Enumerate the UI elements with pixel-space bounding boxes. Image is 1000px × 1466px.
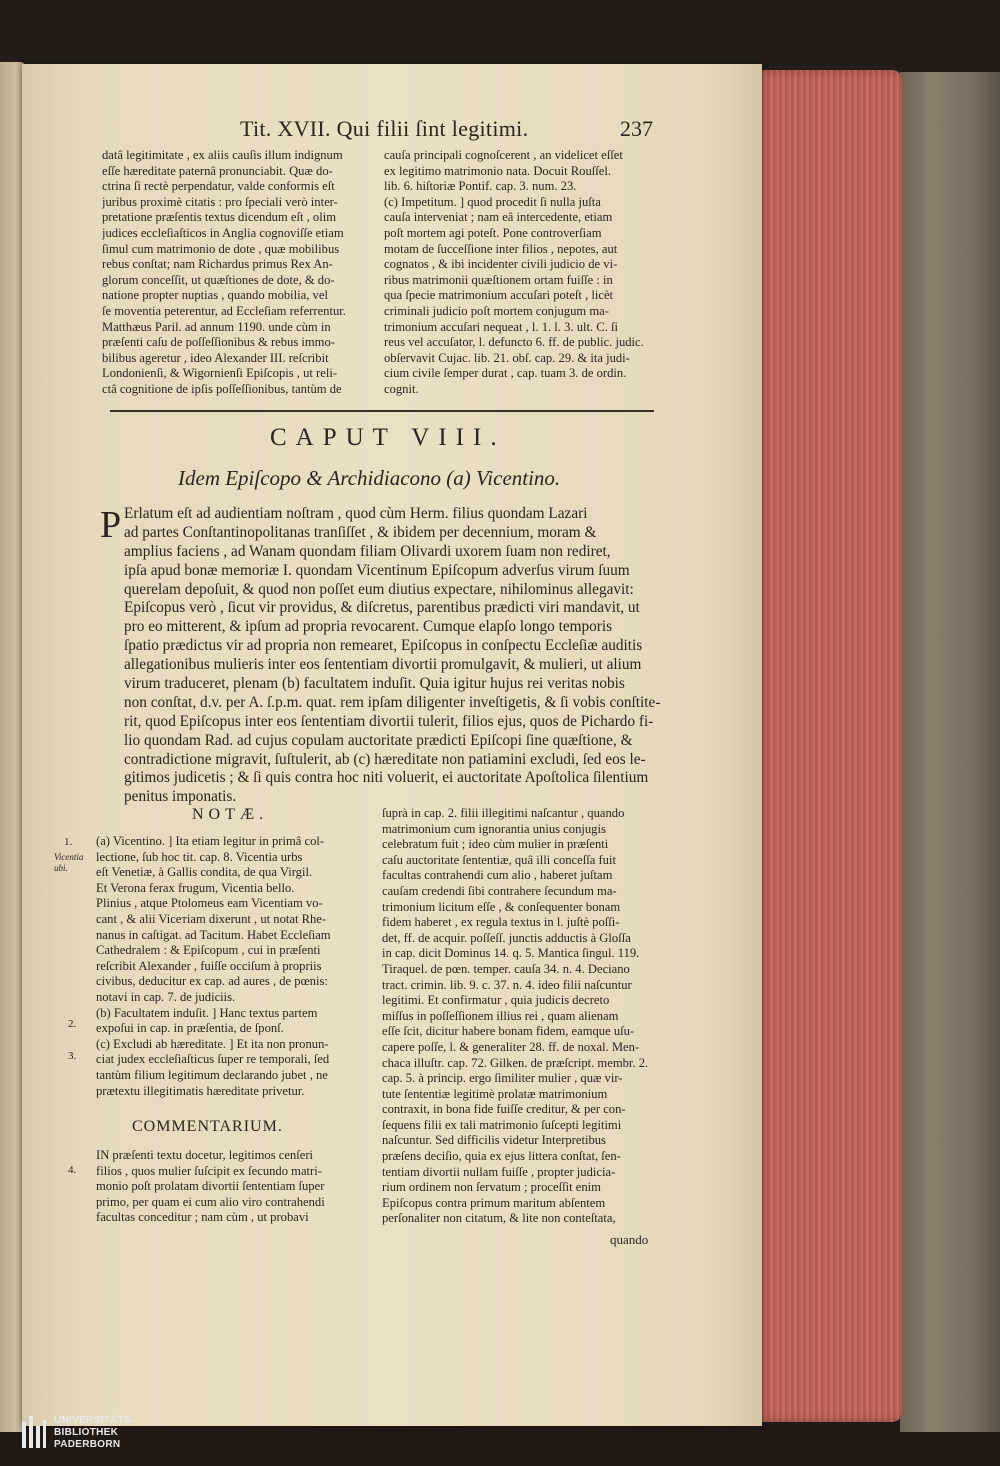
text-line: lio quondam Rad. ad cujus copulam auctoritate prædicti Epiſcopi ſine quæſtione, &	[124, 731, 633, 749]
text-line: judices eccleſiaſticos in Anglia cognoviſſe etiam	[102, 225, 344, 240]
commentarium-column	[96, 1148, 368, 1226]
text-line: reſcribit Alexander , fuiſſe occiſum à propriis	[96, 958, 322, 973]
text-line: naſcuntur. Sed difficilis videtur Interpretibus	[382, 1133, 606, 1148]
top-right-column	[384, 148, 654, 398]
text-line: tute ſententiæ legitimè prolatæ matrimonium	[382, 1086, 608, 1101]
text-line: (c) Excludi ab hæreditate. ] Et ita non pronun-	[96, 1036, 329, 1051]
margin-note-3: 3.	[68, 1050, 77, 1062]
text-line: expoſui in cap. in præſentia, de ſponſ.	[96, 1021, 284, 1036]
text-line: penitus imponatis.	[124, 788, 237, 806]
text-line: lib. 6. hiſtoriæ Pontif. cap. 3. num. 23.	[384, 179, 577, 194]
text-line: cognatos , & ibi incidenter civili judicio de vi-	[384, 257, 618, 272]
text-line: allegationibus mulieris inter eos ſententiam divortii promulgavit, & mulieri, ut alium	[124, 656, 642, 674]
text-line: ex legitimo matrimonio nata. Docuit Rouſſel.	[384, 163, 611, 178]
page-number: 237	[620, 116, 653, 141]
library-name-line-2: BIBLIOTHEK	[54, 1427, 119, 1438]
text-line: prætextu illegitimatis hæreditate privetur.	[96, 1083, 305, 1098]
main-text-body	[124, 505, 674, 807]
text-line: qua ſpecie matrimonium accuſari poteſt , licèt	[384, 288, 614, 303]
section-rule	[110, 410, 654, 412]
running-header	[240, 116, 660, 144]
text-line: civibus, deducitur ex cap. ad aures , de pœnis:	[96, 974, 328, 989]
text-line: (b) Facultatem induſit. ] Hanc textus partem	[96, 1005, 318, 1020]
text-line: cauſa principali cognoſcerent , an videlicet eſſet	[384, 148, 623, 162]
text-line: rit, quod Epiſcopus inter eos ſententiam divortii tulerit, filios ejus, quos de Pichardo fi-	[124, 712, 654, 730]
chapter-title: CAPUT VIII.	[270, 424, 506, 451]
text-line: ſe moventia peterentur, ad Eccleſiam referrentur.	[102, 303, 346, 318]
text-line: celebratum fuit ; ideo cùm mulier in præſenti	[382, 837, 609, 852]
text-line: præſens deciſio, quia ex ejus littera conſtat, ſen-	[382, 1149, 621, 1164]
text-line: Plinius , atque Ptolomeus eam Vicentiam vo-	[96, 896, 323, 911]
text-line: ſpatio prædictus vir ad propria non remearet, Epiſcopus in conſpectu Eccleſiæ auditis	[124, 637, 643, 655]
text-line: contradictione migravit, ſuſtulerit, ab (c) hæreditate non patiamini excludi, ſed eos le-	[124, 750, 646, 768]
text-line: cium civile ſemper durat , cap. tuam 3. de ordin.	[384, 366, 627, 381]
text-line: legitimi. Et confirmatur , quia judicis decreto	[382, 993, 610, 1008]
top-left-column	[102, 148, 372, 398]
text-line: criminali judicio poſt mortem conjugum ma-	[384, 303, 609, 318]
text-line: eſt Venetiæ, à Gallis condita, de qua Virgil.	[96, 865, 313, 880]
text-line: gitimos judicetis ; & ſi quis contra hoc niti voluerit, ei auctoritate Apoſtolica ſilentium	[124, 769, 649, 787]
text-line: ipſa apud bonæ memoriæ I. quondam Vicentinum Epiſcopum adverſus virum ſuum	[124, 561, 630, 579]
text-line: monio poſt prolatam divortii ſententiam ſuper	[96, 1179, 325, 1194]
library-logo-text	[54, 1415, 135, 1451]
library-logo	[22, 1414, 135, 1454]
catchword: quando	[610, 1232, 649, 1247]
text-line: tentiam divortii nullam fuiſſe , propter judicia-	[382, 1164, 616, 1179]
text-line: Epiſcopus verò , ſicut vir providus, & diſcretus, parentibus prædicti viri mandavit, ut	[124, 599, 640, 617]
commentarium-heading: COMMENTARIUM.	[132, 1118, 283, 1135]
library-name-line-3: PADERBORN	[54, 1439, 121, 1450]
text-line: rium ordinem non ſervatum ; proceſſit enim	[382, 1180, 601, 1195]
text-line: IN præſenti textu docetur, legitimos cenſeri	[96, 1148, 314, 1162]
text-line: perſonaliter non citatum, & lite non conteſtata,	[382, 1211, 616, 1226]
text-line: cant , & alii Viceтiam dixerunt , ut notat Rhe-	[96, 911, 327, 926]
text-line: cauſam credendi ſibi contrahere ſecundum ma-	[382, 883, 617, 898]
text-line: tantùm filium legitimum declarando jubet , ne	[96, 1067, 328, 1082]
text-line: primo, per quam ei cum alio viro contrahendi	[96, 1194, 325, 1209]
margin-note-1-text: Vicentia ubi.	[54, 852, 84, 873]
text-line: natione propter nuptias , quando mobilia, vel	[102, 288, 328, 303]
text-line: Epiſcopus contra primum maritum abſentem	[382, 1195, 606, 1210]
text-line: ribus matrimonii quæſtionem ortam fuiſſe : in	[384, 272, 613, 287]
text-line: amplius faciens , ad Wanam quondam filiam Olivardi uxorem ſuam non rediret,	[124, 542, 611, 560]
text-line: eſſe hæreditate paternâ pronunciabit. Quæ do-	[102, 163, 333, 178]
text-line: Cathedralem : & Epiſcopum , cui in præſenti	[96, 943, 321, 958]
right-lower-column	[382, 806, 654, 1227]
text-line: trimonium accuſari nequeat , l. 1. l. 3. ult. C. ſi	[384, 319, 618, 334]
text-line: miſſus in poſſeſſionem illius rei , quam alienam	[382, 1008, 619, 1023]
running-title: Tit. XVII. Qui filii ſint legitimi.	[240, 116, 529, 141]
notae-heading: NOTÆ.	[192, 806, 269, 823]
text-line: pretatione præſentis textus dicendum eſt , olim	[102, 210, 336, 225]
text-line: præſenti caſu de poſſeſſionibus & rebus immo-	[102, 335, 335, 350]
drop-capital: P	[100, 504, 122, 546]
cover-stamp-mark	[914, 590, 994, 790]
text-line: juribus proximè citatis : pro ſpeciali verò inter-	[102, 194, 338, 209]
text-line: ſimul cum matrimonio de dote , quæ mobilibus	[102, 241, 340, 256]
text-line: cap. 5. à princip. ergo ſimiliter mulier , quæ vir-	[382, 1071, 623, 1086]
text-line: non conſtat, d.v. per A. ſ.p.m. quat. rem ipſam diligenter inveſtigetis, & ſi vobis conſtite-	[124, 693, 661, 711]
text-line: Londonienſi, & Wigornienſi Epiſcopis , ut reli-	[102, 366, 338, 381]
text-line: ad partes Conſtantinopolitanas tranſiſſet , & ibidem per decennium, moram &	[124, 523, 597, 541]
chapter-subheading: Idem Epiſcopo & Archidiacono (a) Vicentino.	[178, 466, 561, 490]
red-page-edges	[752, 70, 902, 1422]
text-line: in cap. dicit Dominus 14. q. 5. Mantica ſingul. 119.	[382, 946, 640, 961]
text-line: Matthæus Paril. ad annum 1190. unde cùm in	[102, 319, 331, 334]
text-line: ſuprà in cap. 2. filii illegitimi naſcantur , quando	[382, 806, 625, 820]
text-line: trimonium licitum eſſe , & conſequenter bonam	[382, 899, 621, 914]
text-line: matrimonium cum ignorantia unius conjugis	[382, 821, 606, 836]
text-line: ſequens filii ex tali matrimonio ſuſcepti legitimi	[382, 1117, 622, 1132]
text-line: bilibus ageretur , ideo Alexander III. reſcribit	[102, 350, 329, 365]
text-line: eſſe ſcit, dicitur habere bonam fidem, eamque uſu-	[382, 1024, 635, 1039]
text-line: (a) Vicentino. ] Ita etiam legitur in primâ col-	[96, 834, 325, 848]
text-line: facultas conceditur ; nam cùm , ut probavi	[96, 1210, 309, 1225]
text-line: motam de ſucceſſione inter filios , nepotes, aut	[384, 241, 618, 256]
text-line: det, ff. de acquir. poſſeſſ. junctis adductis à Gloſſa	[382, 930, 631, 945]
text-line: querelam depoſuit, & quod non poſſet eum diutius expectare, nihilominus allegavit:	[124, 580, 634, 598]
text-line: datâ legitimitate , ex aliis cauſis illum indignum	[102, 148, 343, 162]
text-line: virum traduceret, plenam (b) facultatem induſit. Quia igitur hujus rei veritas nobis	[124, 675, 625, 693]
text-line: rebus conſtat; nam Richardus primus Rex An-	[102, 257, 333, 272]
margin-note-1: 1.	[64, 836, 73, 848]
text-line: contraxit, in bona fide fuiſſe creditur, & per con-	[382, 1102, 626, 1117]
text-line: filios , quos mulier ſuſcipit ex ſecundo matri-	[96, 1163, 322, 1178]
text-line: reus vel accuſator, l. defuncto 6. ff. de public. judic.	[384, 335, 644, 350]
text-line: fidem haberet , ex regula textus in l. juſtè poſſi-	[382, 915, 620, 930]
library-name-line-1: UNIVERSITÄTS-	[54, 1415, 135, 1426]
text-line: (c) Impetitum. ] quod procedit ſi nulla juſta	[384, 194, 601, 209]
text-line: ctâ cognitione de ipſis poſſeſſionibus, tantùm de	[102, 381, 342, 396]
text-line: cognit.	[384, 381, 419, 396]
library-logo-icon	[22, 1416, 46, 1450]
text-line: Erlatum eſt ad audientiam noſtram , quod cùm Herm. filius quondam Lazari	[124, 505, 588, 522]
text-line: pro eo mitterent, & ipſum ad propria revocarent. Cumque elapſo longo temporis	[124, 618, 613, 636]
text-line: capere poſſe, l. & generaliter 28. ff. de noxal. Men-	[382, 1039, 640, 1054]
notae-column	[96, 834, 368, 1099]
text-line: poſt mortem agi poteſt. Pone controverſiam	[384, 225, 602, 240]
text-line: glorum conceſſit, ut quæſtiones de dote, & do-	[102, 272, 335, 287]
margin-note-2: 2.	[68, 1018, 77, 1030]
text-line: facultas contrahendi cum alio , haberet juſtam	[382, 868, 613, 883]
text-line: nanus in caſtigat. ad Tacitum. Habet Eccleſiam	[96, 927, 331, 942]
margin-note-4: 4.	[68, 1164, 77, 1176]
text-line: ciat judex eccleſiaſticus ſuper re temporali, ſed	[96, 1052, 330, 1067]
text-line: caſu auctoritate ſententiæ, quâ illi conceſſa fuit	[382, 852, 616, 867]
text-line: Et Verona ferax frugum, Vicentia bello.	[96, 880, 295, 895]
text-line: obſervavit Cujac. lib. 21. obſ. cap. 29. & ita judi-	[384, 350, 630, 365]
text-line: notavi in cap. 7. de judiciis.	[96, 989, 236, 1004]
text-line: Tiraquel. de pœn. temper. cauſa 34. n. 4. Deciano	[382, 961, 630, 976]
text-line: ctrina ſi rectè perpendatur, valde conformis eſt	[102, 179, 335, 194]
text-line: lectione, ſub hoc tit. cap. 8. Vicentia urbs	[96, 849, 303, 864]
text-line: chaca illuſtr. cap. 72. Gilken. de præſcript. membr. 2.	[382, 1055, 649, 1070]
text-line: cauſa interveniat ; nam eâ intercedente, etiam	[384, 210, 613, 225]
text-line: tract. crimin. lib. 9. c. 37. n. 4. ideo filii naſcuntur	[382, 977, 632, 992]
